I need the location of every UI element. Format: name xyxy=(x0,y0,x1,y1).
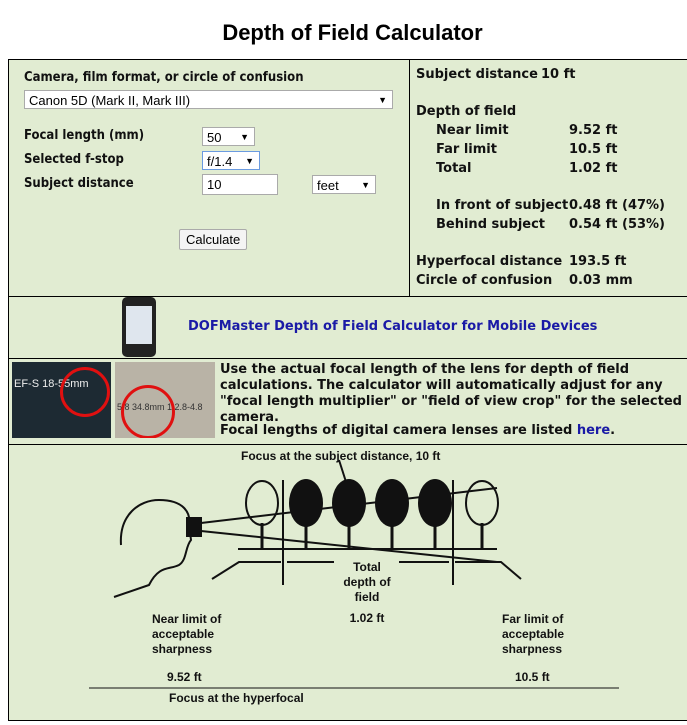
far-line1: Far limit of xyxy=(502,612,564,626)
camera-select[interactable] xyxy=(24,90,393,109)
photographer-icon xyxy=(114,500,191,597)
behind-label: Behind subject xyxy=(436,217,546,232)
lens-image-efs xyxy=(12,362,111,438)
coc-label: Circle of confusion xyxy=(416,273,553,288)
distance-label: Subject distance xyxy=(24,176,134,191)
fstop-select[interactable] xyxy=(202,151,260,170)
far-line3: sharpness xyxy=(502,642,563,656)
front-label: In front of subject xyxy=(436,198,569,213)
subject-distance-label: Subject distance xyxy=(416,67,538,82)
camera-label: Camera, film format, or circle of confusion xyxy=(24,70,304,85)
focal-label: Focal length (mm) xyxy=(24,128,145,143)
hyperfocal-diagram-label: Focus at the hyperfocal xyxy=(169,691,304,705)
distance-value: 10 xyxy=(207,177,222,192)
lens-list-end: . xyxy=(610,423,616,438)
camera-value: Canon 5D (Mark II, Mark III) xyxy=(29,93,191,108)
total-label: Total xyxy=(436,161,472,176)
far-value: 10.5 ft xyxy=(569,142,618,157)
subject-distance-value: 10 ft xyxy=(541,67,576,82)
lens-image-compact xyxy=(115,362,215,438)
hyperfocal-label: Hyperfocal distance xyxy=(416,254,563,269)
lens-list-note xyxy=(220,423,615,439)
near-line1: Near limit of xyxy=(152,612,222,626)
mobile-calculator-link[interactable]: DOFMaster Depth of Field Calculator for Mobile Devices xyxy=(188,319,598,334)
near-value: 9.52 ft xyxy=(569,123,618,138)
total-value: 1.02 ft xyxy=(569,161,618,176)
results-panel xyxy=(410,60,687,297)
far-limit-value: 10.5 ft xyxy=(515,670,550,684)
lens-note: Use the actual focal length of the lens for depth of field calculations. The calculator will automatically adjust for any "focal length multiplier" or "field of view crop" for the selected camera. xyxy=(220,362,682,425)
near-label: Near limit xyxy=(436,123,509,138)
chevron-down-icon: ▼ xyxy=(240,132,249,142)
lens-row xyxy=(9,359,687,445)
front-value: 0.48 ft (47%) xyxy=(569,198,665,213)
focal-value: 50 xyxy=(207,130,222,145)
unit-value: feet xyxy=(317,178,339,193)
hyperfocal-value: 193.5 ft xyxy=(569,254,627,269)
calculate-button[interactable]: Calculate xyxy=(179,229,247,250)
total-line3: field xyxy=(354,590,380,604)
lens-list-link[interactable]: here xyxy=(576,423,611,438)
near-line3: sharpness xyxy=(152,642,213,656)
focus-label: Focus at the subject distance, 10 ft xyxy=(241,449,441,463)
distance-input[interactable] xyxy=(202,174,278,195)
unit-select[interactable] xyxy=(312,175,376,194)
total-line1: Total xyxy=(353,560,381,574)
lens1-marking: EF-S 18-55mm xyxy=(14,378,89,390)
far-limit-label xyxy=(502,612,564,657)
chevron-down-icon: ▼ xyxy=(245,156,254,166)
mobile-row xyxy=(9,297,687,359)
near-line2: acceptable xyxy=(152,627,215,641)
fstop-label: Selected f-stop xyxy=(24,152,124,167)
total-dof-label xyxy=(327,560,407,605)
far-line2: acceptable xyxy=(502,627,565,641)
near-limit-value: 9.52 ft xyxy=(167,670,202,684)
dof-diagram xyxy=(9,445,687,725)
input-panel xyxy=(9,60,410,297)
phone-icon xyxy=(122,297,156,357)
behind-value: 0.54 ft (53%) xyxy=(569,217,665,232)
page-title: Depth of Field Calculator xyxy=(222,20,483,45)
fstop-value: f/1.4 xyxy=(207,154,233,169)
dof-heading: Depth of field xyxy=(416,104,517,119)
near-limit-label xyxy=(152,612,221,657)
coc-value: 0.03 mm xyxy=(569,273,633,288)
far-label: Far limit xyxy=(436,142,497,157)
chevron-down-icon: ▼ xyxy=(361,180,370,190)
total-dof-value: 1.02 ft xyxy=(349,611,385,625)
total-line2: depth of xyxy=(343,575,391,589)
lens2-marking: 5.8 34.8mm 1:2.8-4.8 xyxy=(117,402,203,412)
lens-list-text: Focal lengths of digital camera lenses are listed xyxy=(220,423,577,438)
focal-select[interactable] xyxy=(202,127,255,146)
chevron-down-icon: ▼ xyxy=(378,95,387,105)
calculator-table xyxy=(8,59,687,721)
